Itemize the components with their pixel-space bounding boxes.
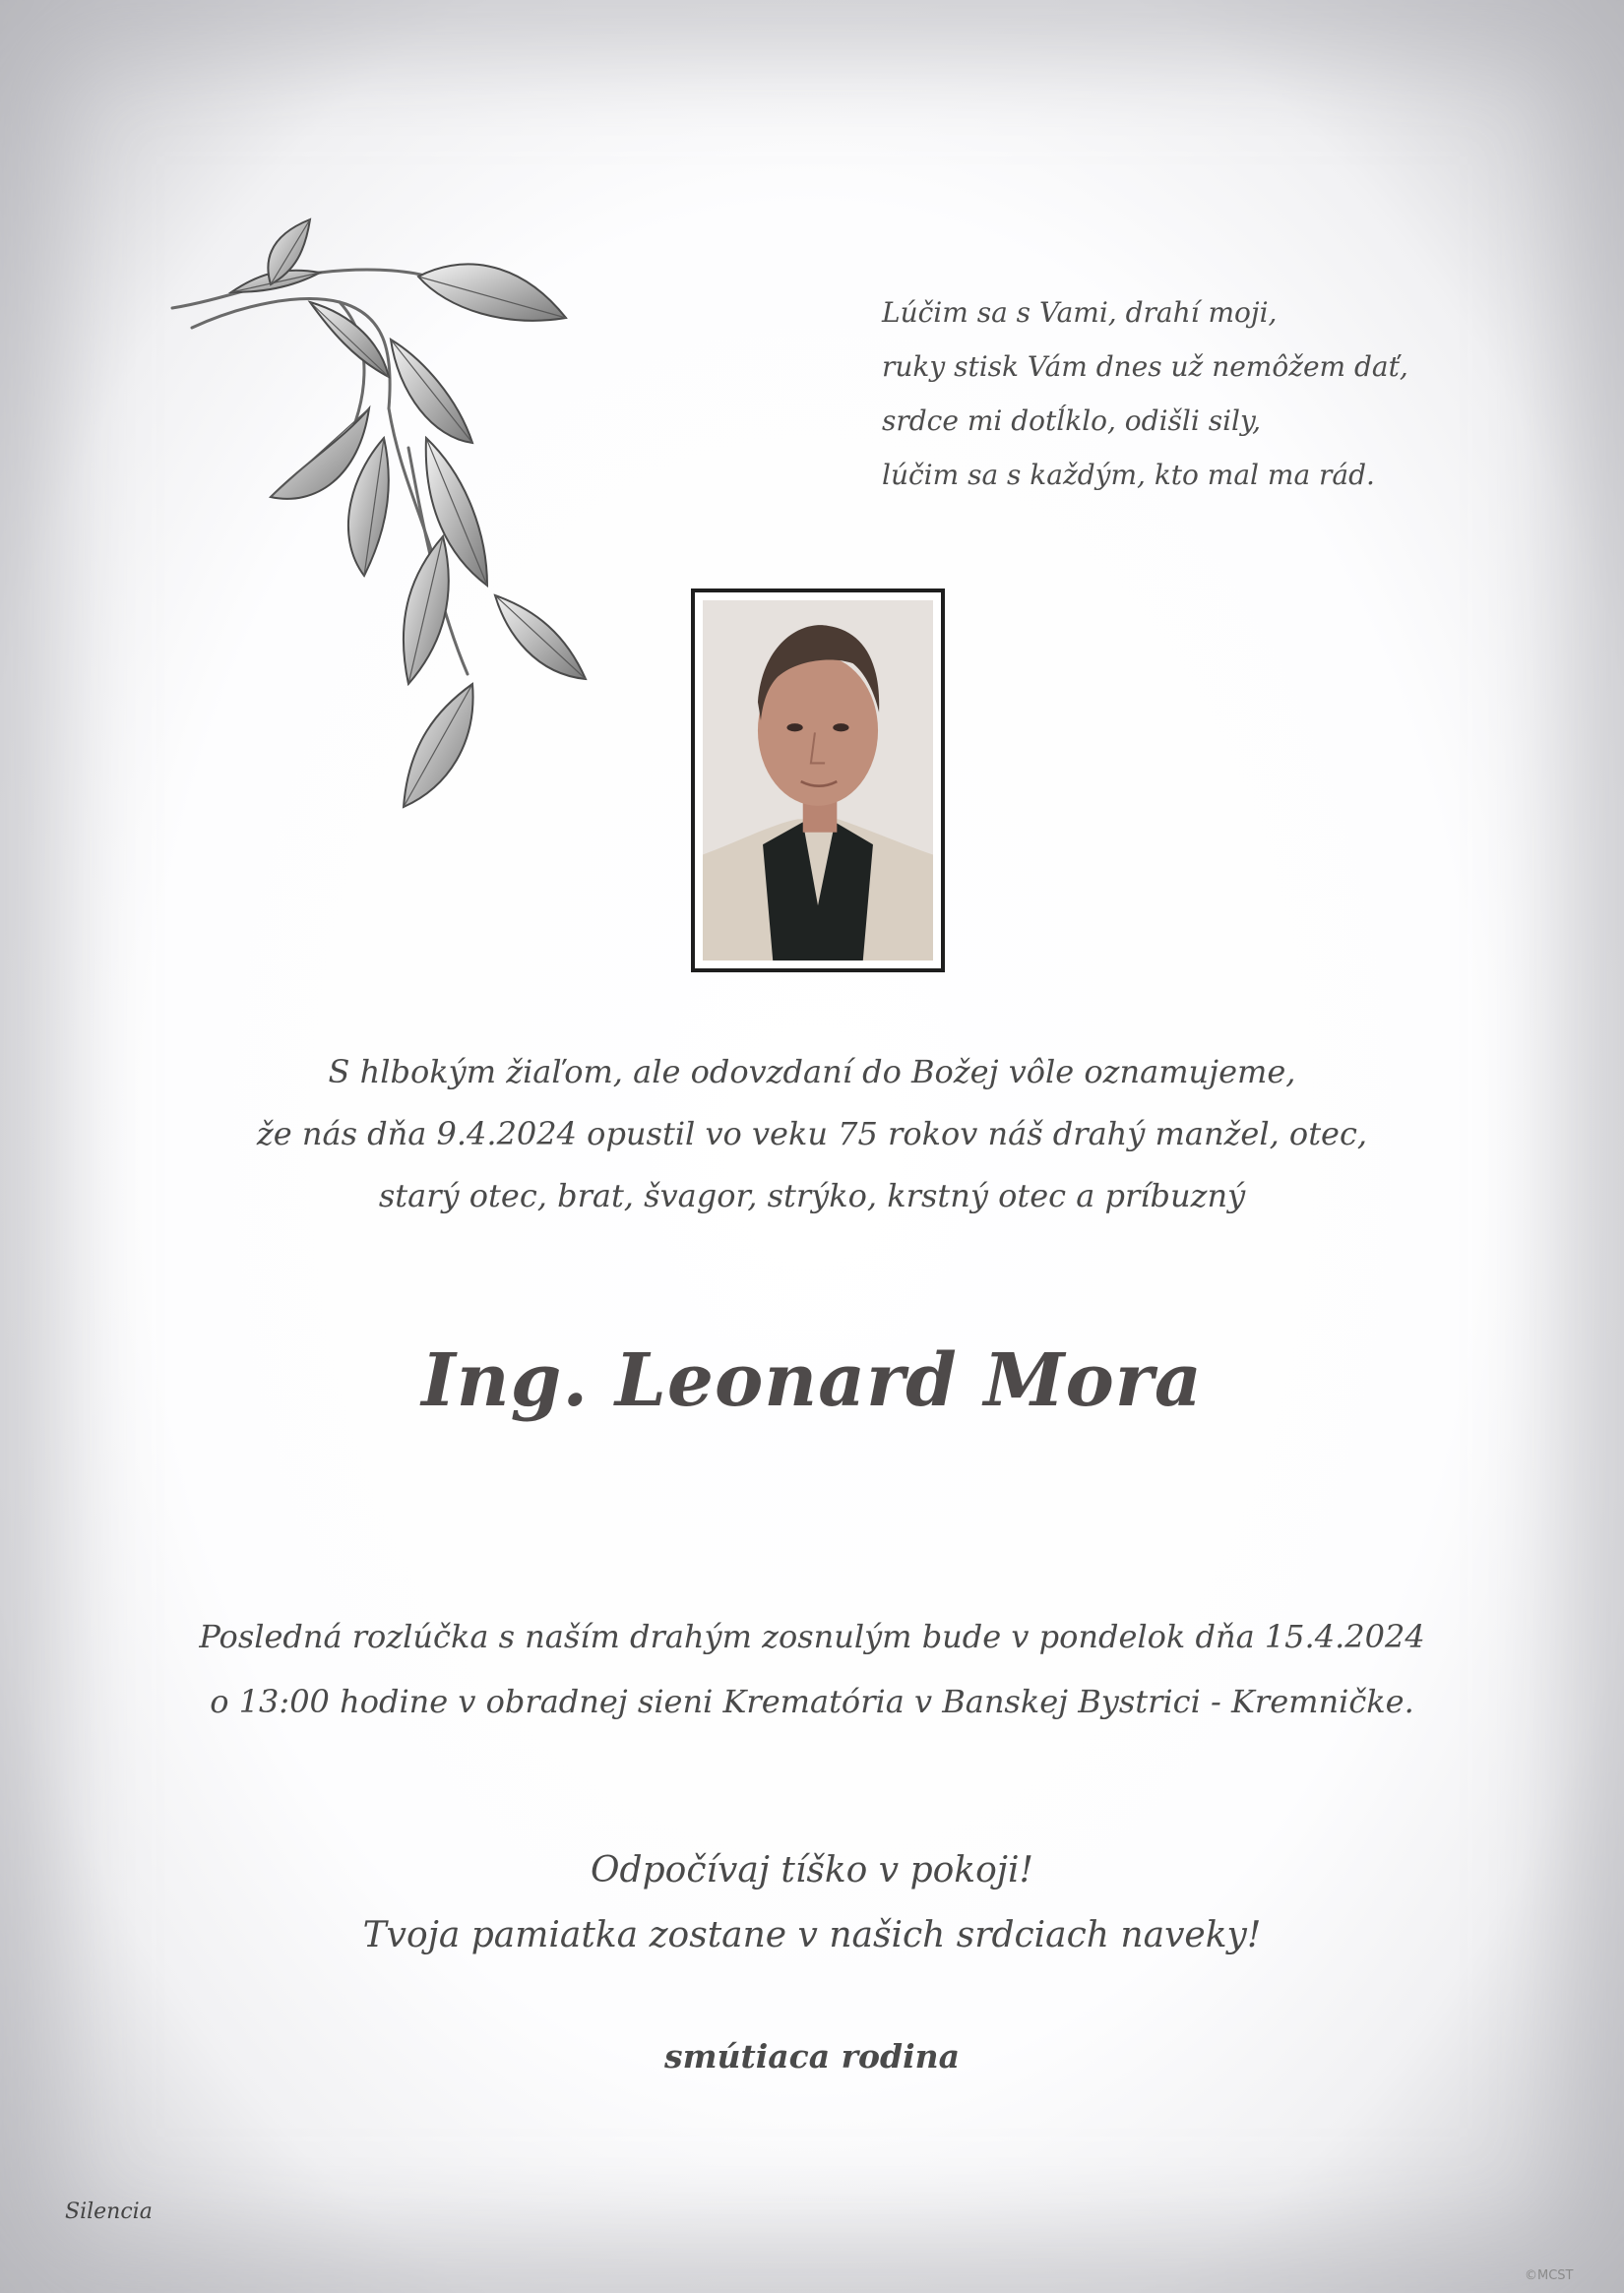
copyright-code: ©MCST xyxy=(1525,2268,1574,2283)
announcement-line: starý otec, brat, švagor, strýko, krstný otec a príbuzný xyxy=(378,1177,1246,1214)
poem-line: lúčim sa s každým, kto mal ma rád. xyxy=(882,459,1375,491)
announcement-line: že nás dňa 9.4.2024 opustil vo veku 75 rokov náš drahý manžel, otec, xyxy=(256,1115,1368,1152)
farewell-message xyxy=(271,1838,1353,1968)
poem-line: Lúčim sa s Vami, drahí moji, xyxy=(882,296,1278,329)
portrait-photo xyxy=(703,600,933,961)
funeral-line: Posledná rozlúčka s naším drahým zosnulým bude v pondelok dňa 15.4.2024 xyxy=(199,1618,1425,1655)
poem-line: ruky stisk Vám dnes už nemôžem dať, xyxy=(882,350,1408,383)
leaf-branch-icon xyxy=(162,212,605,827)
poem xyxy=(882,285,1433,502)
deceased-name: Ing. Leonard Mora xyxy=(421,1338,1203,1423)
announcement xyxy=(197,1041,1427,1227)
announcement-line: S hlbokým žiaľom, ale odovzdaní do Božej vôle oznamujeme, xyxy=(328,1053,1296,1090)
farewell-line: Odpočívaj tíško v pokoji! xyxy=(591,1850,1033,1890)
funeral-details xyxy=(172,1604,1452,1734)
funeral-line: o 13:00 hodine v obradnej sieni Krematória v Banskej Bystrici - Kremničke. xyxy=(210,1683,1414,1720)
farewell-line: Tvoja pamiatka zostane v našich srdciach naveky! xyxy=(362,1915,1262,1955)
portrait-frame xyxy=(691,589,945,972)
poem-line: srdce mi dotĺklo, odišli sily, xyxy=(882,404,1261,437)
brand-label: Silencia xyxy=(65,2200,153,2224)
family-signature: smútiaca rodina xyxy=(664,2037,960,2076)
